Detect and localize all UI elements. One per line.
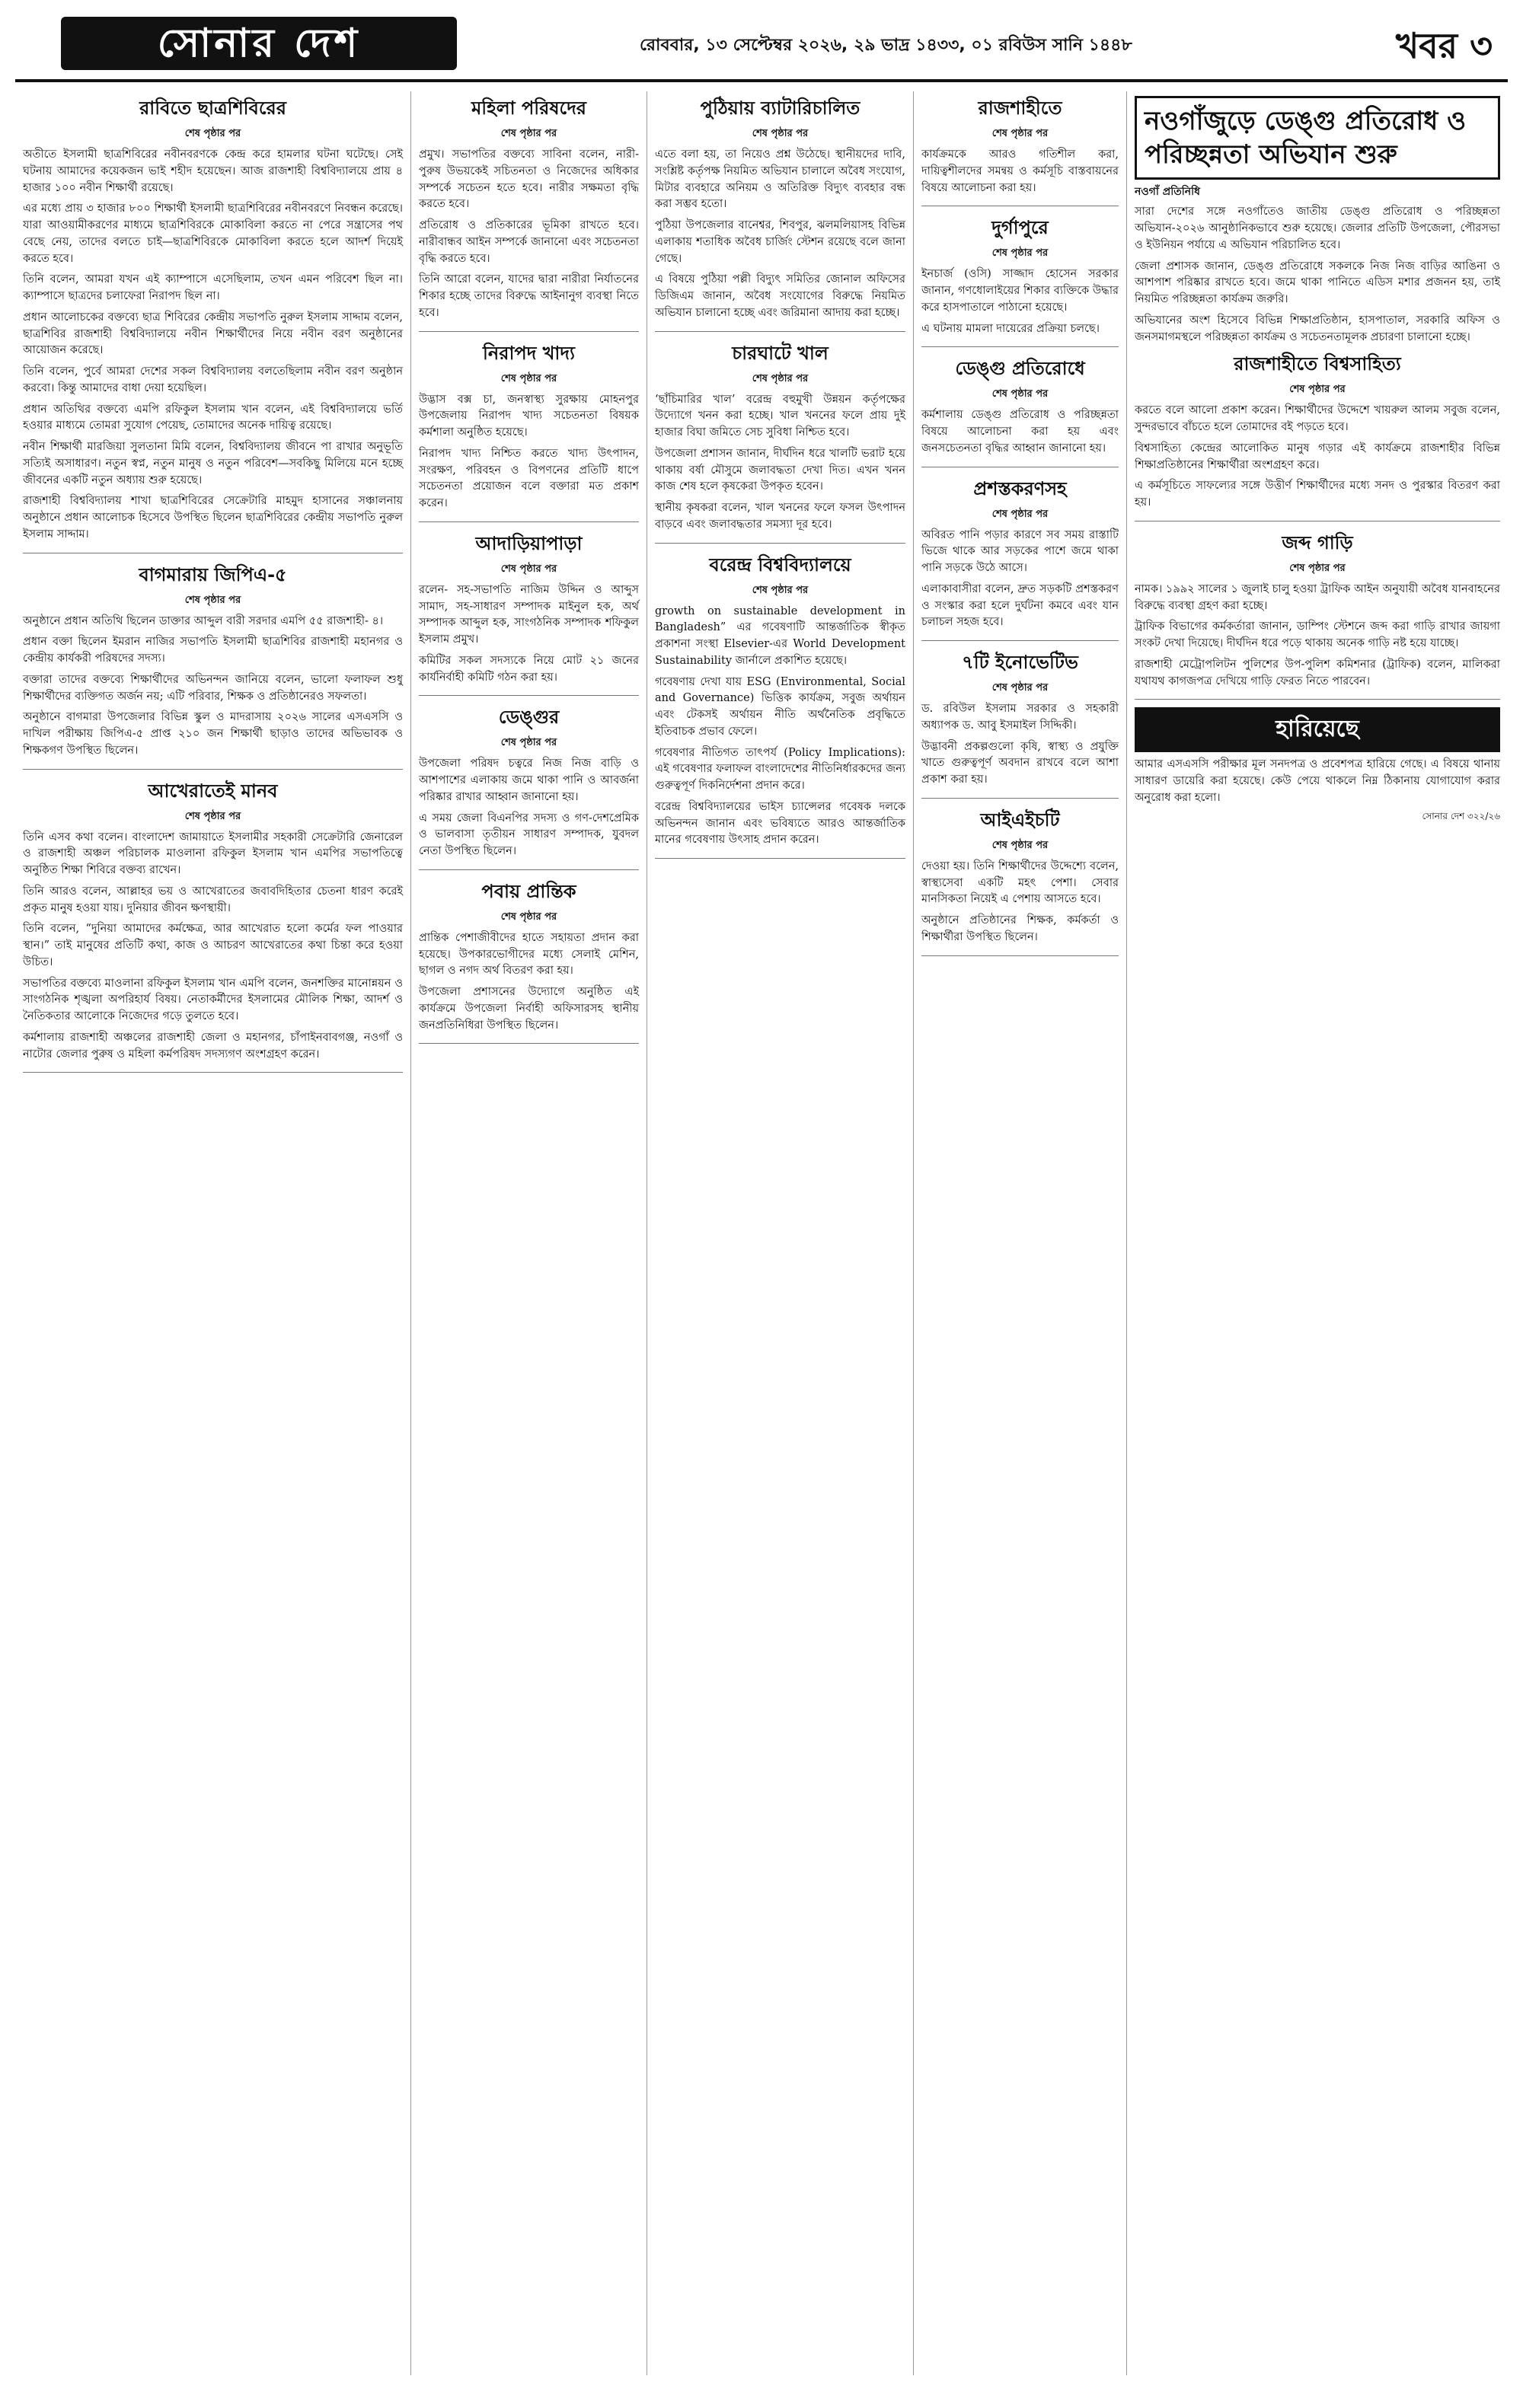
lead-story	[1135, 96, 1500, 346]
newspaper-logo: সোনার দেশ	[61, 17, 457, 70]
article-paragraph: উপজেলা পরিষদ চত্বরে নিজ নিজ বাড়ি ও আশপাশের এলাকায় জমে থাকা পানি ও আবর্জনা পরিষ্কার রাখার আহ্বান জানানো হয়।	[419, 757, 639, 803]
article-paragraph: এলাকাবাসীরা বলেন, দ্রুত সড়কটি প্রশস্তকরণ ও সংস্কার করা হলে দুর্ঘটনা কমবে এবং যান চলাচল সহজ হবে।	[921, 582, 1119, 629]
article-paragraph: রাজশাহী মেট্রোপলিটন পুলিশের উপ-পুলিশ কমিশনার (ট্রাফিক) বলেন, মালিকরা যথাযথ কাগজপত্র দেখিয়ে গাড়ি ফেরত নিতে পারবেন।	[1135, 658, 1500, 687]
article-paragraph: এ বিষয়ে পুঠিয়া পল্লী বিদ্যুৎ সমিতির জোনাল অফিসের ডিজিএম জানান, অবৈধ সংযোগের বিরুদ্ধে নিয়মিত অভিযান চালানো হচ্ছে এবং জরিমানা আদায় করা হচ্ছে।	[655, 273, 905, 319]
continued-label: শেষ পৃষ্ঠার পর	[500, 911, 557, 923]
article	[23, 777, 403, 1073]
article	[655, 340, 905, 544]
article-paragraph: সভাপতির বক্তব্যে মাওলানা রফিকুল ইসলাম খান এমপি বলেন, জনশক্তির মানোন্নয়ন ও সাংগঠনিক শৃঙ্খলা অপরিহার্য বিষয়। নেতাকর্মীদের ইসলামের মৌলিক শিক্ষা, আদর্শ ও নৈতিকতার আলোকে নিজেদের গড়ে তুলতে হবে।	[23, 977, 403, 1022]
article-paragraph: স্থানীয় কৃষকরা বলেন, খাল খননের ফলে ফসল উৎপাদন বাড়বে এবং জলাবদ্ধতার সমস্যা দূর হবে।	[655, 502, 905, 531]
article-paragraph: এ সময় জেলা বিএনপির সদস্য ও গণ-দেশপ্রেমিক ও ভালবাসা তৃতীয়ন সাধারণ সম্পাদক, যুবদল নেতা উপস্থিত ছিলেন।	[419, 812, 639, 857]
continued-label: শেষ পৃষ্ঠার পর	[500, 737, 557, 749]
article-paragraph: growth on sustainable development in Bangladesh” এর গবেষণাটি আন্তর্জাতিক স্বীকৃত প্রকাশনা সংস্থা Elsevier-এর World Development Sustainability জার্নালে প্রকাশিত হয়েছে।	[655, 604, 905, 667]
article-paragraph: নামক। ১৯৯২ সালের ১ জুলাই চালু হওয়া ট্রাফিক আইন অনুযায়ী অবৈধ যানবাহনের বিরুদ্ধে ব্যবস্থা গ্রহণ করা হচ্ছে।	[1135, 582, 1500, 612]
article-paragraph: তিনি আরো বলেন, যাদের দ্বারা নারীরা নির্যাতনের শিকার হচ্ছে তাদের বিরুদ্ধে আইনানুগ ব্যবস্থা নিতে হবে।	[419, 273, 639, 319]
lead-byline: নওগাঁ প্রতিনিধি	[1135, 186, 1200, 199]
article-paragraph: এ কর্মসূচিতে সাফল্যের সঙ্গে উত্তীর্ণ শিক্ষার্থীদের মধ্যে সনদ ও পুরস্কার বিতরণ করা হয়।	[1135, 480, 1500, 509]
article-paragraph: গবেষণায় দেখা যায় ESG (Environmental, Social and Governance) ভিত্তিক কার্যক্রম, সবুজ অর্থায়ন এবং টেকসই অর্থায়ন নীতি অর্থনৈতিক প্রবৃদ্ধিতে ইতিবাচক প্রভাব ফেলে।	[655, 675, 905, 738]
article-headline: ডেঙ্গুর	[498, 706, 560, 729]
article	[419, 94, 639, 332]
article	[921, 355, 1119, 467]
article	[921, 214, 1119, 347]
article-paragraph: এ ঘটনায় মামলা দায়েরের প্রক্রিয়া চলছে।	[921, 322, 1100, 335]
column-5-articles	[1135, 350, 1500, 700]
continued-label: শেষ পৃষ্ঠার পর	[1289, 384, 1346, 396]
article-headline: আখেরাতেই মানব	[148, 780, 278, 802]
article-paragraph: প্রান্তিক পেশাজীবীদের হাতে সহায়তা প্রদান করা হয়েছে। উপকারভোগীদের মধ্যে সেলাই মেশিন, ছাগল ও নগদ অর্থ বিতরণ করা হয়।	[419, 931, 639, 978]
continued-label: শেষ পৃষ্ঠার পর	[991, 682, 1049, 694]
article-headline: আইএইচটি	[980, 809, 1060, 831]
dateline: রোববার, ১৩ সেপ্টেম্বর ২০২৬, ২৯ ভাদ্র ১৪৩৩, ০১ রবিউস সানি ১৪৪৮	[640, 36, 1132, 55]
continued-label: শেষ পৃষ্ঠার পর	[752, 584, 809, 596]
article-paragraph: প্রধান বক্তা ছিলেন ইমরান নাজির সভাপতি ইসলামী ছাত্রশিবির রাজশাহী মহানগর ও কেন্দ্রীয় কার্যকরী পরিষদের সদস্য।	[23, 636, 403, 665]
article-paragraph: প্রধান আলোচকের বক্তব্যে ছাত্র শিবিরের কেন্দ্রীয় সভাপতি নুরুল ইসলাম সাদ্দাম বলেন, ছাত্রশিবির রাজশাহী বিশ্ববিদ্যালয়ে নবীন শিক্ষার্থীদের নিয়ে নবীন বরণ অনুষ্ঠানের আয়োজন করেছে।	[23, 311, 403, 357]
article-paragraph: তিনি বলেন, “দুনিয়া আমাদের কর্মক্ষেত্র, আর আখেরাত হলো কর্মের ফল পাওয়ার স্থান।” তাই মানুষের প্রতিটি কথা, কাজ ও আচরণ আখেরাতের কথা চিন্তা করে হওয়া উচিত।	[23, 923, 403, 968]
article-paragraph: বক্তারা তাদের বক্তব্যে শিক্ষার্থীদের অভিনন্দন জানিয়ে বলেন, ভালো ফলাফল শুধু শিক্ষার্থীদের ব্যক্তিগত অর্জন নয়; এটি পরিবার, শিক্ষক ও প্রতিষ্ঠানেরও সফলতা।	[23, 673, 403, 703]
article	[419, 878, 639, 1045]
article-paragraph: ‘ছাঁচিমারির খাল’ বরেন্দ্র বহুমুখী উন্নয়ন কর্তৃপক্ষের উদ্যোগে খনন করা হচ্ছে। খাল খননের ফলে প্রায় দুই হাজার বিঘা জমিতে সেচ সুবিধা নিশ্চিত হবে।	[655, 393, 905, 439]
continued-label: শেষ পৃষ্ঠার পর	[991, 508, 1049, 520]
article-paragraph: তিনি বলেন, আমরা যখন এই ক্যাম্পাসে এসেছিলাম, তখন এমন পরিবেশ ছিল না। ক্যাম্পাসে ছাত্রদের চলাফেরা নিরাপদ ছিল না।	[23, 273, 403, 302]
article-paragraph: নিরাপদ খাদ্য নিশ্চিত করতে খাদ্য উৎপাদন, সংরক্ষণ, পরিবহন ও বিপণনের প্রতিটি ধাপে সচেতনতা প্রয়োজন বলে বক্তারা মত প্রকাশ করেন।	[419, 447, 639, 509]
article	[921, 475, 1119, 642]
masthead	[15, 15, 1508, 82]
article-headline: প্রশস্তকরণসহ	[973, 477, 1067, 499]
continued-label: শেষ পৃষ্ঠার পর	[991, 128, 1049, 139]
article-paragraph: তিনি আরও বলেন, আল্লাহর ভয় ও আখেরাতের জবাবদিহিতার চেতনা ধারণ করেই প্রকৃত মানুষ হওয়া যায়। দুনিয়ার জীবন ক্ষণস্থায়ী।	[23, 885, 403, 914]
article-paragraph: কার্যক্রমকে আরও গতিশীল করা, দায়িত্বশীলদের সমন্বয় ও কর্মসূচি বাস্তবায়নের বিষয়ে আলোচনা করা হয়।	[921, 148, 1119, 194]
article-paragraph: অনুষ্ঠানে বাগমারা উপজেলার বিভিন্ন স্কুল ও মাদরাসায় ২০২৬ সালের এসএসসি ও দাখিল পরীক্ষায় জিপিএ-৫ প্রাপ্ত ২১০ জন শিক্ষার্থী ছাড়াও তাদের অভিভাবক ও শিক্ষকগণ উপস্থিত ছিলেন।	[23, 711, 403, 757]
article-paragraph: নবীন শিক্ষার্থী মারজিয়া সুলতানা মিমি বলেন, বিশ্ববিদ্যালয় জীবনে পা রাখার অনুভূতি সত্যিই অসাধারণ। নতুন স্বপ্ন, নতুন মানুষ ও নতুন পরিবেশ—সবকিছু মিলিয়ে মনে হচ্ছে জীবনের একটি নতুন অধ্যায় শুরু হয়েছে।	[23, 441, 403, 486]
article-paragraph: ড. রবিউল ইসলাম সরকার ও সহকারী অধ্যাপক ড. আবু ইসমাইল সিদ্দিকী।	[921, 703, 1119, 732]
article-headline: ৭টি ইনোভেটিভ	[962, 652, 1078, 673]
newspaper-page	[15, 15, 1508, 2378]
continued-label: শেষ পৃষ্ঠার পর	[752, 128, 809, 139]
continued-label: শেষ পৃষ্ঠার পর	[1289, 562, 1346, 574]
article-headline: আদাড়িয়াপাড়া	[475, 532, 583, 554]
column-5	[1127, 91, 1508, 2375]
article-paragraph: প্রমুখ। সভাপতির বক্তব্যে সাবিনা বলেন, নারী-পুরুষ উভয়কেই সচিতনতা ও নিজেদের অধিকার সম্পর্কে সচেতন হতে হবে। নারীর সক্ষমতা বৃদ্ধি করতে হবে।	[419, 148, 639, 211]
article-paragraph: পুঠিয়া উপজেলার বানেশ্বর, শিবপুর, ঝলমলিয়াসহ বিভিন্ন এলাকায় শতাধিক অবৈধ চার্জিং স্টেশন রয়েছে বলে জানা গেছে।	[655, 219, 905, 265]
article-headline: ডেঙ্গু প্রতিরোধে	[955, 358, 1085, 380]
article-headline: নিরাপদ খাদ্য	[483, 342, 575, 364]
article-paragraph: বরেন্দ্র বিশ্ববিদ্যালয়ের ভাইস চ্যান্সেলর গবেষক দলকে অভিনন্দন জানান এবং ভবিষ্যতে আরও আন্তর্জাতিক মানের গবেষণায় উৎসাহ প্রদান করেন।	[655, 800, 905, 847]
continued-label: শেষ পৃষ্ঠার পর	[991, 839, 1049, 851]
article-paragraph: দেওয়া হয়। তিনি শিক্ষার্থীদের উদ্দেশ্যে বলেন, স্বাস্থ্যসেবা একটি মহৎ পেশা। সেবার মানসিকতা নিয়েই এ পেশায় আসতে হবে।	[921, 860, 1119, 906]
article-headline: চারঘাটে খাল	[732, 342, 829, 364]
continued-label: শেষ পৃষ্ঠার পর	[991, 247, 1049, 260]
continued-label: শেষ পৃষ্ঠার পর	[752, 372, 809, 384]
article-paragraph: বিশ্বসাহিত্য কেন্দ্রের আলোকিত মানুষ গড়ার এই কার্যক্রমে রাজশাহীর বিভিন্ন শিক্ষাপ্রতিষ্ঠানের শিক্ষার্থীরা অংশগ্রহণ করে।	[1135, 442, 1500, 471]
continued-label: শেষ পৃষ্ঠার পর	[184, 594, 241, 606]
continued-label: শেষ পৃষ্ঠার পর	[184, 810, 241, 822]
article-headline: জব্দ গাড়ি	[1282, 531, 1353, 553]
article	[23, 561, 403, 770]
article-paragraph: করতে বলে আলো প্রকাশ করেন। শিক্ষার্থীদের উদ্দেশে খায়রুল আলম সবুজ বলেন, সুন্দরভাবে বাঁচতে হলে তোমাদের বই পড়তে হবে।	[1135, 404, 1500, 434]
article	[1135, 350, 1500, 521]
article	[419, 703, 639, 870]
section-page-label: খবর ৩	[1395, 25, 1493, 66]
article-headline: দুর্গাপুরে	[991, 217, 1049, 239]
article-headline: রাজশাহীতে	[978, 97, 1062, 119]
article-paragraph: কমিটির সকল সদস্যকে নিয়ে মোট ২১ জনের কার্যনির্বাহী কমিটি গঠন করা হয়।	[419, 654, 639, 684]
article-paragraph: প্রধান অতিথির বক্তব্যে এমপি রফিকুল ইসলাম খান বলেন, এই বিশ্ববিদ্যালয়ে ভর্তি হওয়ার মাধ্যমে তোমরা সুযোগ পেয়েছ, তোমাদের অনেক দায়িত্ব রয়েছে।	[23, 403, 403, 432]
lost-notice	[1135, 707, 1500, 824]
article-paragraph: উপজেলা প্রশাসন জানান, দীর্ঘদিন ধরে খালটি ভরাট হয়ে থাকায় বর্ষা মৌসুমে জলাবদ্ধতা দেখা দিত। এখন খনন কাজ শেষ হলে কৃষকেরা উপকৃত হবেন।	[655, 447, 905, 493]
lost-notice-text: আমার এসএসসি পরীক্ষার মূল সনদপত্র ও প্রবেশপত্র হারিয়ে গেছে। এ বিষয়ে থানায় সাধারণ ডায়েরি করা হয়েছে। কেউ পেয়ে থাকলে নিম্ন ঠিকানায় যোগাযোগ করার অনুরোধ করা হলো।	[1135, 758, 1500, 804]
continued-label: শেষ পৃষ্ঠার পর	[184, 128, 241, 139]
article-paragraph: কর্মশালায় ডেঙ্গু প্রতিরোধ ও পরিচ্ছন্নতা বিষয়ে আলোচনা করা হয় এবং জনসচেতনতা বৃদ্ধির আহ্বান জানানো হয়।	[921, 409, 1119, 454]
article	[23, 94, 403, 553]
article-paragraph: রাজশাহী বিশ্ববিদ্যালয় শাখা ছাত্রশিবিরের সেক্রেটারি মাহমুদ হাসানের সঞ্চালনায় অনুষ্ঠানে প্রধান আলোচক হিসেবে উপস্থিত ছিলেন ছাত্রশিবিরের কেন্দ্রীয় সভাপতি নুরুল ইসলাম সাদ্দাম।	[23, 495, 403, 541]
article-headline: পবায় প্রান্তিক	[481, 880, 576, 902]
article-paragraph: ইনচার্জ (ওসি) সাজ্জাদ হোসেন সরকার জানান, গণধোলাইয়ের শিকার ব্যক্তিকে উদ্ধার করে হাসপাতালে পাঠানো হয়েছে।	[921, 268, 1119, 314]
lead-paragraph: জেলা প্রশাসক জানান, ডেঙ্গু প্রতিরোধে সকলকে নিজ নিজ বাড়ির আঙিনা ও আশপাশ পরিষ্কার রাখতে হবে। জমে থাকা পানিতে এডিস মশার প্রজনন হয়, তাই নিয়মিত পরিচ্ছন্নতা কার্যক্রম জরুরি।	[1135, 260, 1500, 306]
news-columns	[15, 91, 1508, 2375]
continued-label: শেষ পৃষ্ঠার পর	[500, 128, 557, 139]
article-paragraph: অবিরত পানি পড়ার কারণে সব সময় রাস্তাটি ভিজে থাকে আর সড়কের পাশে জমে থাকা পানি সড়কে উঠে আসে।	[921, 528, 1119, 574]
article-paragraph: রলেন- সহ-সভাপতি নাজিম উদ্দিন ও আব্দুস সামাদ, সহ-সাধারণ সম্পাদক মাইনুল হক, অর্থ সম্পাদক আব্দুল হক, সাংগঠনিক সম্পাদক শফিকুল ইসলাম প্রমুখ।	[419, 583, 639, 646]
article-paragraph: তিনি বলেন, পুর্বে আমরা দেশের সকল বিশ্ববিদ্যালয় বলতেছিলাম নবীন বরণ অনুষ্ঠান করবো। কিন্তু আমাদের বাধা দেয়া হয়েছিল।	[23, 365, 403, 394]
column-4	[914, 91, 1127, 2375]
lead-body	[1135, 204, 1500, 346]
article-headline: রাজশাহীতে বিশ্বসাহিত্য	[1234, 353, 1401, 375]
article-headline: রাবিতে ছাত্রশিবিরের	[139, 97, 286, 119]
article-paragraph: এর মধ্যে প্রায় ৩ হাজার ৮০০ শিক্ষার্থী ইসলামী ছাত্রশিবিরের নবীনবরণে নিবন্ধন করেছে। যারা আওয়ামীকরণের মাধ্যমে ছাত্রশিবিরকে মোকাবিলা করতে না পেরে সন্ত্রাসের পথ বেছে নেয়, তাদের বলতে চাই—ছাত্রশিবিরকে মোকাবিলা করতে হলে আদর্শ দিয়েই করতে হবে।	[23, 203, 403, 265]
lead-paragraph: সারা দেশের সঙ্গে নওগাঁতেও জাতীয় ডেঙ্গু প্রতিরোধ ও পরিচ্ছন্নতা অভিযান-২০২৬ আনুষ্ঠানিকভাবে শুরু হয়েছে। জেলার প্রতিটি উপজেলা, পৌরসভা ও ইউনিয়ন পর্যায়ে এ অভিযান পরিচালিত হবে।	[1135, 206, 1500, 251]
lost-notice-title: হারিয়েছে	[1135, 707, 1500, 752]
article	[655, 94, 905, 332]
article	[419, 530, 639, 697]
article-paragraph: ট্রাফিক বিভাগের কর্মকর্তারা জানান, ডাম্পিং স্টেশনে জব্দ করা গাড়ি রাখার জায়গা সংকট দেখা দিয়েছে। দীর্ঘদিন ধরে পড়ে থাকায় অনেক গাড়ি নষ্ট হয়ে যাচ্ছে।	[1135, 620, 1500, 650]
article-paragraph: প্রতিরোধ ও প্রতিকারের ভূমিকা রাখতে হবে। নারীবান্ধব আইন সম্পর্কে জানানো এবং সচেতনতা বৃদ্ধি করতে হবে।	[419, 219, 639, 265]
column-3	[647, 91, 914, 2375]
lead-headline: নওগাঁজুড়ে ডেঙ্গু প্রতিরোধ ও পরিচ্ছন্নতা অভিযান শুরু	[1135, 96, 1500, 180]
article-headline: মহিলা পরিষদের	[471, 97, 587, 119]
article-paragraph: উদ্ভাবনী প্রকল্পগুলো কৃষি, স্বাস্থ্য ও প্রযুক্তি খাতে গুরুত্বপূর্ণ অবদান রাখবে বলে আশা প্রকাশ করা হয়।	[921, 740, 1119, 786]
lost-notice-ref: সোনার দেশ ৩২২/২৬	[1422, 810, 1500, 821]
article	[921, 806, 1119, 956]
article	[921, 94, 1119, 206]
continued-label: শেষ পৃষ্ঠার পর	[991, 388, 1049, 400]
lead-paragraph: অভিযানের অংশ হিসেবে বিভিন্ন শিক্ষাপ্রতিষ্ঠান, হাসপাতাল, সরকারি অফিস ও জনসমাগমস্থলে পরিচ্ছন্নতা কার্যক্রম ও সচেতনতামূলক প্রচারণা চালানো হচ্ছে।	[1135, 314, 1500, 343]
article	[419, 340, 639, 522]
article-paragraph: কর্মশালায় রাজশাহী অঞ্চলের রাজশাহী জেলা ও মহানগর, চাঁপাইনবাবগঞ্জ, নওগাঁ ও নাটোর জেলার পুরুষ ও মহিলা কর্মপরিষদ সদস্যগণ অংশগ্রহণ করেন।	[23, 1031, 403, 1060]
article-paragraph: গবেষণার নীতিগত তাৎপর্য (Policy Implications): এই গবেষণার ফলাফল বাংলাদেশের নীতিনির্ধারকদের জন্য গুরুত্বপূর্ণ দিকনির্দেশনা প্রদান করে।	[655, 746, 905, 792]
article-paragraph: অনুষ্ঠানে প্রধান অতিথি ছিলেন ডাক্তার আব্দুল বারী সরদার এমপি ৫৫ রাজশাহী- ৪।	[23, 614, 384, 627]
article-headline: পুঠিয়ায় ব্যাটারিচালিত	[700, 97, 860, 119]
article	[1135, 529, 1500, 700]
article-paragraph: অনুষ্ঠানে প্রতিষ্ঠানের শিক্ষক, কর্মকর্তা ও শিক্ষার্থীরা উপস্থিত ছিলেন।	[921, 914, 1119, 943]
article-paragraph: উদ্ভাস বক্স চা, জনস্বাস্থ্য সুরক্ষায় মোহনপুর উপজেলায় নিরাপদ খাদ্য সচেতনতা বিষয়ক কর্মশালা অনুষ্ঠিত হয়েছে।	[419, 393, 639, 439]
article-paragraph: অতীতে ইসলামী ছাত্রশিবিরের নবীনবরণকে কেন্দ্র করে হামলার ঘটনা ঘটেছে। সেই ঘটনায় আমাদের কয়েকজন ভাই শহীদ হয়েছেন। আজ রাজশাহী বিশ্ববিদ্যালয়ে প্রায় ৪ হাজার ১০০ নবীন শিক্ষার্থী রয়েছে।	[23, 148, 403, 194]
article-paragraph: উপজেলা প্রশাসনের উদ্যোগে অনুষ্ঠিত এই কার্যক্রমে উপজেলা নির্বাহী অফিসারসহ স্থানীয় জনপ্রতিনিধিরা উপস্থিত ছিলেন।	[419, 986, 639, 1032]
continued-label: শেষ পৃষ্ঠার পর	[500, 563, 557, 575]
continued-label: শেষ পৃষ্ঠার পর	[500, 372, 557, 384]
article	[921, 649, 1119, 799]
article	[655, 551, 905, 860]
article-headline: বরেন্দ্র বিশ্ববিদ্যালয়ে	[709, 553, 851, 576]
article-paragraph: তিনি এসব কথা বলেন। বাংলাদেশ জামায়াতে ইসলামীর সহকারী সেক্রেটারি জেনারেল ও রাজশাহী অঞ্চল পরিচালক মাওলানা রফিকুল ইসলাম খান এমপির সভাপতিত্বে অনুষ্ঠিত শিক্ষা শিবিরে বক্তব্য রাখেন।	[23, 831, 403, 876]
article-paragraph: এতে বলা হয়, তা নিয়েও প্রশ্ন উঠেছে। স্থানীয়দের দাবি, সংশ্লিষ্ট কর্তৃপক্ষ নিয়মিত অভিযান চালালে অবৈধ সংযোগ, মিটার ব্যবহারে অনিয়ম ও অতিরিক্ত বিদ্যুৎ ব্যবহার বন্ধ করা সম্ভব হতো।	[655, 148, 905, 211]
column-1	[15, 91, 411, 2375]
column-2	[411, 91, 647, 2375]
article-headline: বাগমারায় জিপিএ-৫	[139, 563, 287, 585]
